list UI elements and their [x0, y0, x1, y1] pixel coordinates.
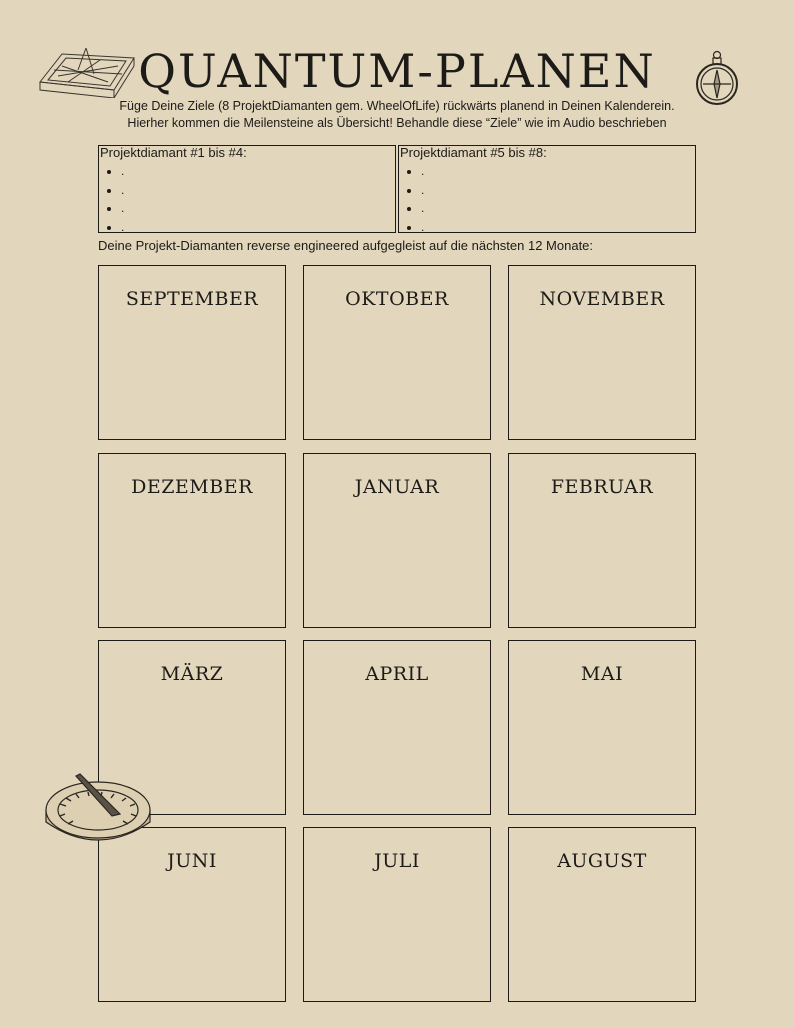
page-title: QUANTUM-PLANEN — [138, 44, 656, 98]
month-box-juli[interactable] — [303, 827, 491, 1002]
diamond-box-1-4[interactable] — [98, 145, 396, 233]
sundial-icon — [42, 770, 154, 856]
month-label: NOVEMBER — [539, 288, 665, 310]
subtitle-line-1: Füge Deine Ziele (8 ProjektDiamanten gem. WheelOfLife) rückwärts planend in Deinen Kalenderein. — [119, 99, 675, 113]
months-intro: Deine Projekt-Diamanten reverse engineered aufgegleist auf die nächsten 12 Monate: — [98, 238, 594, 253]
diamond-box-5-8[interactable] — [398, 145, 696, 233]
month-label: DEZEMBER — [131, 476, 253, 498]
month-label: MAI — [580, 663, 624, 685]
month-label: JANUAR — [354, 476, 440, 498]
month-label: JUNI — [167, 850, 217, 872]
month-box-november[interactable] — [508, 265, 696, 440]
month-box-september[interactable] — [98, 265, 286, 440]
month-label: AUGUST — [557, 850, 647, 872]
month-box-mai[interactable] — [508, 640, 696, 815]
diamond-box-label: Projektdiamant #5 bis #8: — [400, 145, 547, 160]
diamond-bullet-list — [99, 162, 395, 236]
bullet-item[interactable]: • . — [421, 162, 695, 181]
bullet-item[interactable]: • . — [121, 162, 395, 181]
bullet-item[interactable]: • . — [121, 218, 395, 237]
subtitle-line-2: Hierher kommen die Meilensteine als Übersicht! Behandle diese “Ziele” wie im Audio beschrieben — [127, 116, 667, 130]
month-label: JULI — [374, 850, 420, 872]
month-box-august[interactable] — [508, 827, 696, 1002]
bullet-item[interactable]: • . — [421, 181, 695, 200]
month-box-oktober[interactable] — [303, 265, 491, 440]
bullet-item[interactable]: • . — [121, 199, 395, 218]
bullet-item[interactable]: • . — [121, 181, 395, 200]
diamond-bullet-list — [399, 162, 695, 236]
bullet-item[interactable]: • . — [421, 218, 695, 237]
month-label: MÄRZ — [160, 663, 224, 685]
bullet-item[interactable]: • . — [421, 199, 695, 218]
month-box-april[interactable] — [303, 640, 491, 815]
month-label: SEPTEMBER — [125, 288, 259, 310]
diamond-box-label: Projektdiamant #1 bis #4: — [100, 145, 247, 160]
month-label: OKTOBER — [345, 288, 449, 310]
month-label: FEBRUAR — [550, 476, 654, 498]
month-box-februar[interactable] — [508, 453, 696, 628]
month-box-dezember[interactable] — [98, 453, 286, 628]
month-box-januar[interactable] — [303, 453, 491, 628]
page-subtitle — [60, 98, 734, 132]
month-label: APRIL — [365, 663, 429, 685]
